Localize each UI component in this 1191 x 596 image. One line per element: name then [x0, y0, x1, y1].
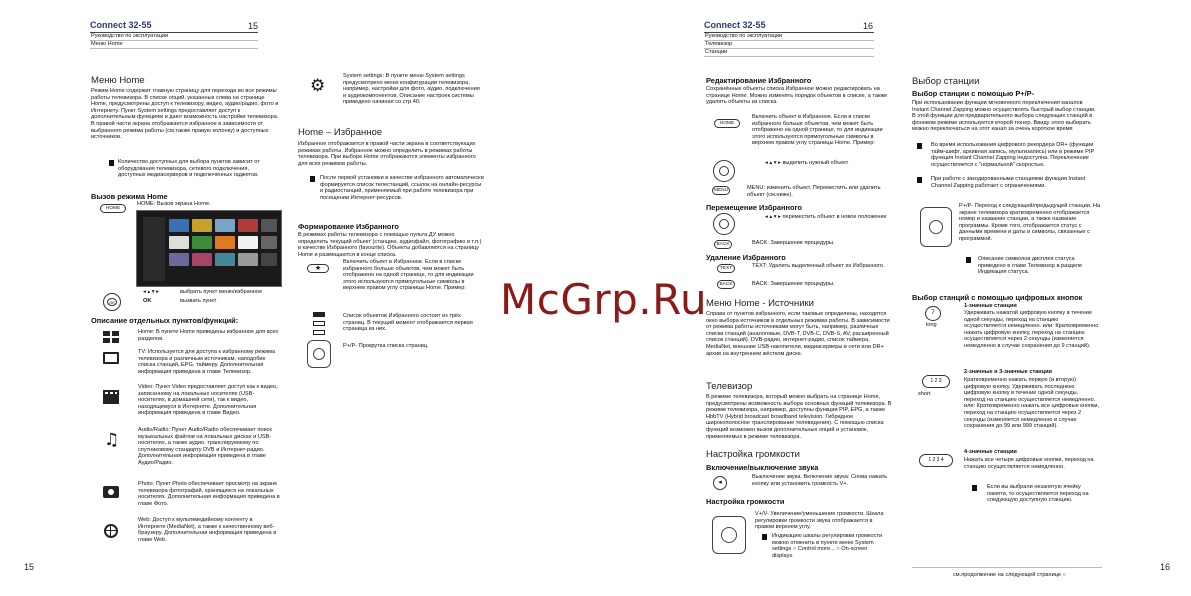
favorites-note: После первой установки в качестве избранного автоматически формируется список телестанций, ссылок на онлайн-ресурсы и радиостанций, применяемый при работе телевизора при посещении Интернет-ресурсов.	[320, 175, 484, 201]
header-title: Connect 32-55	[90, 20, 152, 30]
del-fav-title: Удаление Избранного	[706, 253, 786, 262]
favorite-tile	[169, 253, 189, 266]
pplus-key-icon[interactable]	[307, 340, 331, 368]
nav-arrows: ◂ ▴ ▾ ▸	[143, 289, 159, 295]
info-icon	[310, 176, 315, 182]
favorite-tile	[215, 219, 235, 232]
home-button[interactable]: HOME	[100, 204, 126, 213]
favorites-text: Избранное отображается в правой части экрана в соответствующих режимах работы. Избранное можно определить в режимах работы телевизора. При выборе Home отображаются элементы избранного для всех режимов работы.	[298, 141, 476, 167]
form-fav-title: Формирование Избранного	[298, 222, 399, 231]
header-title: Connect 32-55	[704, 20, 766, 30]
mute-icon[interactable]: ◂	[713, 476, 727, 490]
film-icon	[103, 390, 119, 404]
star-button[interactable]: ★	[307, 264, 329, 273]
favorite-tile	[192, 219, 212, 232]
header-divider	[90, 48, 258, 49]
info-icon	[972, 485, 977, 491]
favorite-tile	[192, 253, 212, 266]
footer-page-number: 15	[24, 562, 35, 572]
system-settings-text: System settings: В пункте меню System settings предусмотрено меню конфигурации телевизора, например, настройки для фото, аудио, подключения и аудиокомпонентов. Описание настроек системы приведено начиная со стр.40.	[343, 73, 480, 106]
favorite-tile	[169, 219, 189, 232]
item-photo-text: Photo: Пункт Photo обеспечивает просмотр на экране телевизора фотографий, хранящихся на локальных носителях. Дополнительная информация приведена в главе Фото.	[138, 481, 280, 507]
form-star-text: Включить объект в Избранное. Если в списке избранного больше объектов, чем может быть отображено на одной странице, то для индикации этого используются прямоугольные символы в верхнем правом углу страницы Home. Пример:	[343, 259, 474, 292]
call-home-title: Вызов режима Home	[91, 192, 168, 201]
item-web-text: Web: Доступ к мультимедийному контенту в Интернете (MediaNet), а также к качественному веб-браузеру. Дополнительная информация приведена в главе Web.	[138, 517, 277, 543]
home-tiles-icon	[103, 331, 119, 343]
digit1-text: Удерживать нажатой цифровую кнопку в течение одной секунды, переход на станцию осуществляется немедленно. или: Кратковременно нажать цифровую кнопку, переход на станцию осуществляется через 2 секунды (изменяется немедленно в случае сохранения до 9 станций).	[964, 310, 1099, 349]
header-divider	[704, 48, 874, 49]
header-subsection: Станции	[705, 49, 728, 55]
header-divider	[704, 56, 874, 57]
menu-home-note: Количество доступных для выбора пунктов зависит от оборудования телевизора, сетевого подключения, доступных медиасерверов и подключённых гаджетов.	[118, 159, 260, 179]
favorite-tile	[192, 236, 212, 249]
long-label: long	[926, 322, 937, 328]
header-subtitle: Руководство по эксплуатации	[705, 33, 783, 39]
volume-set-title: Настройка громкости	[706, 497, 785, 506]
pp-note: Описание символов дисплея статуса приведено в главе Телевизор в разделе Индикация статуса.	[978, 256, 1083, 276]
favorite-tile	[261, 236, 277, 249]
digit-keys-icon[interactable]: 1 2 3	[922, 375, 950, 388]
back-button[interactable]: BACK	[714, 240, 732, 249]
ok-key[interactable]	[719, 166, 729, 176]
dpad-icon[interactable]	[713, 213, 735, 235]
watermark-text: McGrp.Ru	[500, 275, 708, 324]
menu-home-text: Режим Home содержит главную страницу для перехода во все режимы работы телевизора. В списке опций, указанных слева на странице Home, предусмотрены доступ к телевизору, видео, аудио/радио, фото и Интернету. Пункт System settings предоставляет доступ к дополнительным функциям и дают возможность настройки телевизора. В правой части экрана отображается избранное в зависимости от выбранного режима работы (см.также правую колонку) и доступных источников.	[91, 88, 279, 141]
volume-set-note: Индикацию шкалы регулировки громкости можно отменить в пункте меню System settings ○ Control more... ○ On-screen displays.	[772, 533, 883, 559]
info-icon	[917, 177, 922, 183]
station-select-title: Выбор станции	[912, 76, 980, 87]
header-page-number: 16	[863, 21, 874, 31]
volume-key-icon[interactable]	[712, 516, 746, 554]
tv-screenshot	[136, 210, 282, 287]
info-icon	[966, 257, 971, 263]
dpad-icon[interactable]	[103, 293, 121, 311]
digit-select-title: Выбор станций с помощью цифровых кнопок	[912, 293, 1083, 302]
station-p-note1: Во время использования цифрового рекордера DR+ (функции тайм-шифт, архивная запись, мультизапись) или в режиме PIP функция Instant Channel Zapping недоступна. Переключение осуществляется с "нормальной" скоростью.	[931, 142, 1095, 168]
short-long-label: short	[918, 391, 931, 397]
edit-fav-text: Сохранённые объекты списка Избранное можно редактировать на странице Home. Можно изменять порядок объектов в списке, а также удалять объекты из списка.	[706, 86, 888, 106]
item-video-text: Video: Пункт Video предоставляет доступ как к видео, записанному на локальных носителях (USB-носителях, в домашней сети), так к видео, находящемуся в Интернете. Дополнительная информация приведена в главе Видео.	[138, 384, 278, 417]
move-back-text: BACK: Завершение процедуры.	[752, 240, 835, 246]
favorite-tile	[215, 236, 235, 249]
tv-icon	[103, 352, 119, 364]
nav-text: выбрать пункт меню/избранное	[180, 289, 263, 295]
page-indicator	[313, 330, 325, 335]
music-note-icon: ♫	[104, 430, 120, 450]
station-p-title: Выбор станции с помощью P+/P-	[912, 89, 1035, 98]
menu-home-title: Меню Home	[91, 75, 145, 86]
tv-text: В режиме телевизора, который можно выбрать на странице Home, предусмотрены возможность выбора основных функций телевизора. В режиме телевизора, например, доступны функции PIP, EPG, а также HbbTV (Hybrid broadcast broadband television. Гибридное широкополосное транслирование телевидения). С помощью списка функций возможен вызов дополнительных опций и установок, применяемых в режиме телевизора.	[706, 394, 892, 440]
call-home-text: HOME: Вызов экрана Home.	[137, 201, 211, 207]
sources-title: Меню Home - Источники	[706, 298, 814, 309]
volume-set-text: V+/V- Увеличение/уменьшение громкости. Шкала регулировки громкости звука отображается в правом верхнем углу.	[755, 511, 884, 531]
favorite-tile	[261, 253, 277, 266]
form-pages-text: Список объектов Избранного состоит из трёх страниц. В текущий момент отображается первая страница из них.	[343, 313, 473, 333]
item-audio-text: Audio/Radio: Пункт Audio/Radio обеспечивает поиск музыкальных файлов на локальных дисках и USB-носителях, а также аудио, транслируемому по спутниковому стандарту DVB и Интернет-радио. Дополнительная информация приведена в главе Аудио/Радио.	[138, 427, 272, 466]
del-text-text: TEXT: Удалить выделенный объект из Избранного.	[752, 263, 885, 269]
favorite-tile	[238, 253, 258, 266]
favorite-tile	[261, 219, 277, 232]
move-fav-text: ◂ ▴ ▾ ▸ переместить объект в новое положение	[765, 214, 887, 220]
footer-continued: см.продолжение на следующей странице ○	[953, 572, 1066, 578]
ok-text: вызвать пункт	[180, 298, 217, 304]
header-page-number: 15	[248, 21, 259, 31]
header-section: Телевизор	[705, 41, 733, 47]
ok-label: OK	[143, 298, 152, 304]
pplus-key-icon[interactable]	[920, 207, 952, 247]
ok-key[interactable]: OK	[107, 298, 117, 306]
footer-divider	[912, 567, 1102, 568]
globe-icon	[104, 524, 118, 538]
move-fav-title: Перемещение Избранного	[706, 203, 802, 212]
sidebar-menu-image	[143, 217, 165, 281]
edit-fav-title: Редактирование Избранного	[706, 76, 812, 85]
favorite-tile	[169, 236, 189, 249]
camera-icon	[103, 486, 119, 498]
digit-keys-icon[interactable]: 1 2 3 4	[919, 454, 953, 467]
header-subtitle: Руководство по эксплуатации	[91, 33, 169, 39]
item-home-text: Home: В пункте Home приведены избранное для всех разделов.	[138, 329, 279, 342]
favorite-tile	[215, 253, 235, 266]
digit2-text: Кратковременно нажать первую (и вторую) цифровую кнопку. Удерживать последнюю цифровую кнопку в течение одной секунды, переход на станцию осуществляется немедленно. или: Кратковременно нажать все цифровые кнопки, переход на станцию осуществляется через 2 секунды (изменяется немедленно в случае сохранения до 99 или 999 станций).	[964, 377, 1100, 430]
ok-key[interactable]	[719, 219, 729, 229]
tv-title: Телевизор	[706, 381, 753, 392]
digit-key-icon[interactable]: 7	[925, 306, 941, 321]
del-back-text: BACK: Завершение процедуры.	[752, 281, 835, 287]
edit-menu-text: MENU: изменить объект. Переместить или удалить объект (см.ниже).	[747, 185, 881, 198]
mute-text: Выключение звука. Включение звука: Снова нажать кнопку или установить громкость V+.	[752, 474, 888, 487]
mute-title: Включение/выключение звука	[706, 463, 819, 472]
menu-button[interactable]: MENU	[713, 188, 729, 193]
back-button[interactable]: BACK	[717, 280, 735, 289]
info-icon	[917, 143, 922, 149]
digit1-title: 1-значные станции	[964, 303, 1017, 309]
header-section: Меню Home	[91, 41, 123, 47]
desc-title: Описание отдельных пунктов/функций:	[91, 316, 239, 325]
edit-home-text: Включить объект в Избранное. Если в списке избранного больше объектов, чем может быть отображено на одной странице, то для индикации этого используются прямоугольные символы в верхнем правом углу страницы Home. Пример:	[752, 114, 883, 147]
item-tv-text: TV: Используется для доступа к избранному режима телевизора и различным источникам, наподобие списка станций, EPG, таймеру. Дополнительная информация приведена в главе Телевизор.	[138, 349, 276, 375]
gear-icon: ⚙	[310, 76, 326, 96]
favorites-title: Home – Избранное	[298, 127, 383, 138]
page-indicator-active	[313, 312, 325, 317]
digit2-title: 2-значные и 3-значные станции	[964, 369, 1052, 375]
page-indicator	[313, 321, 325, 326]
station-p-note2: При работе с закодированными станциями функция Instant Channel Zapping работает с ограничениями.	[931, 176, 1086, 189]
favorite-tile	[238, 236, 258, 249]
digit4-text: Нажать все четыре цифровые кнопки, переход на станцию осуществляется немедленно.	[964, 457, 1094, 470]
sources-text: Справа от пунктов избранного, если таковые определены, находятся окно выбора источников в отдельных режимах работы. В зависимости от режима работы источниками могут быть, например, различные списки станций (аналоговые, DVB-T, DVB-C, DVB-S, AV, расширенный список станций). DVB-радио, интернет-радио, список таймера, MediaNet, внешние USB-накопители, медиасерверы в сети или DR+ архив на внутреннем жёстком диске.	[706, 311, 890, 357]
pp-text: P+/P- Переход к следующей/предыдущей станции. На экране телевизора кратковременно отображается номер и название станции, а также название программы. Кроме того, отображается статус с данными времени и даты и символы, связанные с программой.	[959, 203, 1101, 242]
info-icon	[109, 160, 114, 166]
favorite-tile	[238, 219, 258, 232]
form-pplus-text: P+/P- Прокрутка списка страниц.	[343, 343, 429, 349]
home-button[interactable]: HOME	[714, 119, 740, 128]
text-button[interactable]: TEXT	[717, 264, 735, 273]
form-fav-text: В режимах работы телевизора с помощью пульта ДУ можно определить текущий объект (станцию, аудиофайл, фотографию и т.п.) в качестве Избранного (favourite). Объекты добавляются на страницу Home и размещаются в конце списка.	[298, 232, 482, 258]
edit-select-text: ◂ ▴ ▾ ▸ выделить нужный объект	[765, 160, 849, 166]
station-p-text: При использовании функции мгновенного переключения каналов Instant Channel Zapping можно осуществлять быстрый выбор станции. В этой функции для предварительного выбора следующих станций в фоновом режиме используется второй тюнер. Ввиду этого выбирать можно переключаться на этот канал за очень короткое время	[912, 100, 1096, 133]
info-icon	[762, 534, 767, 540]
footer-page-number: 16	[1160, 562, 1171, 572]
dpad-icon[interactable]	[713, 160, 735, 182]
digit4-title: 4-значные станции	[964, 449, 1017, 455]
digit4-note: Если вы выбрали незанятую ячейку памяти, то осуществляется переход на следующую доступную станцию.	[987, 484, 1089, 504]
volume-title: Настройка громкости	[706, 449, 800, 460]
